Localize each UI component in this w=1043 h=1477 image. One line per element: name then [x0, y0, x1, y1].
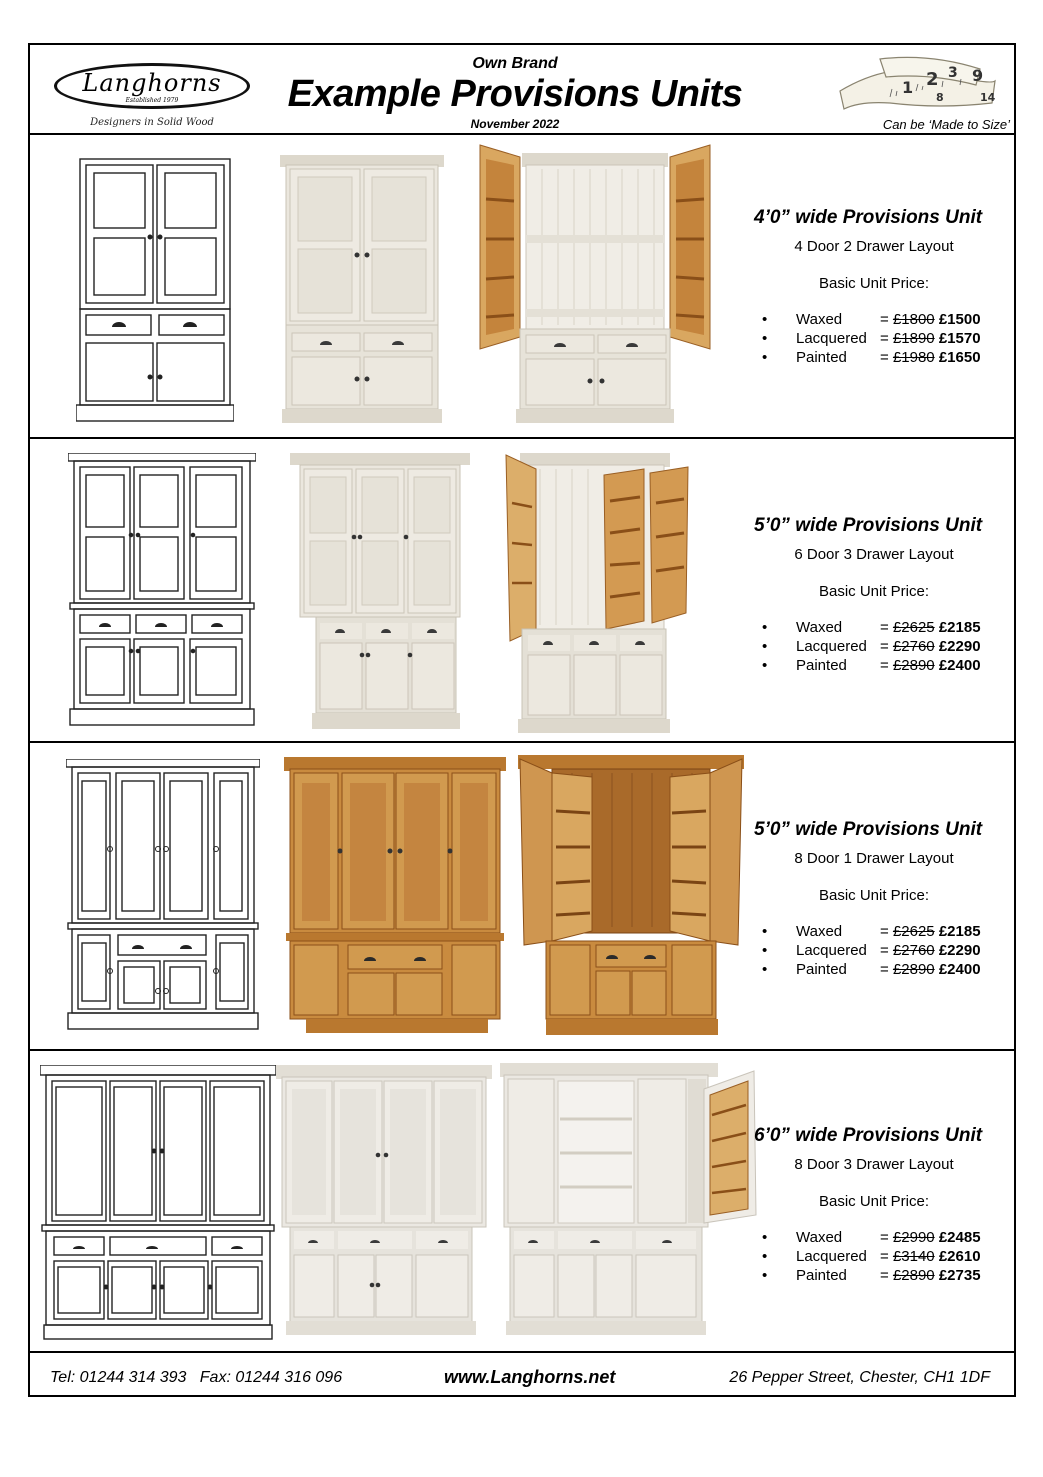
- photo-painted-closed[interactable]: [276, 1065, 492, 1335]
- page-frame: [28, 43, 1016, 1397]
- price-item: • Lacquered = £2760 £2290: [762, 638, 981, 655]
- price-list: [754, 311, 1014, 368]
- finish-name: Waxed: [796, 311, 843, 328]
- footer: [30, 1355, 1014, 1395]
- price-list: [754, 1229, 1014, 1286]
- price-list: [754, 619, 1014, 676]
- page-title: Example Provisions Units: [287, 73, 743, 115]
- line-drawing-8-door[interactable]: [66, 759, 260, 1033]
- own-brand-label: Own Brand: [472, 55, 558, 72]
- new-price: £1500: [938, 311, 981, 328]
- website-link[interactable]: www.Langhorns.net: [444, 1367, 616, 1387]
- basic-price-label: Basic Unit Price:: [818, 887, 930, 904]
- old-price: £2760: [892, 638, 935, 655]
- price-item: • Waxed = £2990 £2485: [762, 1229, 981, 1246]
- price-item: • Lacquered = £1890 £1570: [762, 330, 981, 347]
- old-price: £2890: [892, 1267, 935, 1284]
- finish-name: Painted: [796, 1267, 847, 1284]
- old-price: £3140: [892, 1248, 935, 1265]
- product-layout: 6 Door 3 Drawer Layout: [794, 546, 954, 563]
- date-label: November 2022: [470, 117, 560, 131]
- svg-text:2: 2: [926, 69, 939, 90]
- product-title: 5’0” wide Provisions Unit: [754, 819, 983, 840]
- svg-text:3: 3: [948, 65, 958, 81]
- old-price: £2625: [892, 923, 935, 940]
- product-info: [754, 207, 1014, 368]
- finish-name: Painted: [796, 657, 847, 674]
- new-price: £2610: [938, 1248, 981, 1265]
- made-to-size-label: Can be ‘Made to Size’: [882, 117, 1010, 132]
- product-info: [754, 1125, 1014, 1286]
- logo-tagline: Designers in Solid Wood: [90, 117, 214, 128]
- old-price: £2890: [892, 657, 935, 674]
- basic-price-label: Basic Unit Price:: [818, 1193, 930, 1210]
- fax-number: Fax: 01244 316 096: [199, 1369, 343, 1386]
- price-item: • Painted = £2890 £2400: [762, 657, 981, 674]
- product-row-3: [30, 743, 1014, 1047]
- phone-number[interactable]: Tel: 01244 314 393: [50, 1369, 187, 1386]
- basic-price-label: Basic Unit Price:: [818, 275, 930, 292]
- new-price: £2290: [938, 638, 981, 655]
- price-item: • Waxed = £2625 £2185: [762, 923, 981, 940]
- tape-measure-icon: [830, 51, 1000, 113]
- photo-painted-open[interactable]: [500, 453, 696, 733]
- old-price: £1890: [892, 330, 935, 347]
- finish-name: Lacquered: [796, 1248, 867, 1265]
- finish-name: Waxed: [796, 1229, 843, 1246]
- price-item: • Waxed = £1800 £1500: [762, 311, 981, 328]
- new-price: £2290: [938, 942, 981, 959]
- price-item: • Painted = £2890 £2735: [762, 1267, 981, 1284]
- price-item: • Painted = £1980 £1650: [762, 349, 981, 366]
- photo-painted-open[interactable]: [476, 139, 714, 423]
- product-layout: 8 Door 3 Drawer Layout: [794, 1156, 954, 1173]
- price-list: [754, 923, 1014, 980]
- product-row-2: [30, 439, 1014, 739]
- product-title: 6’0” wide Provisions Unit: [754, 1125, 983, 1146]
- svg-text:14: 14: [980, 91, 996, 104]
- line-drawing-4-door[interactable]: [76, 155, 234, 425]
- finish-name: Painted: [796, 961, 847, 978]
- line-drawing-6-door[interactable]: [68, 453, 256, 727]
- photo-painted-closed[interactable]: [290, 453, 470, 729]
- new-price: £1650: [938, 349, 981, 366]
- contact-phone-fax: [50, 1369, 342, 1387]
- logo-text: Langhorns: [82, 69, 222, 97]
- svg-text:1: 1: [902, 78, 914, 97]
- new-price: £2185: [938, 619, 981, 636]
- new-price: £2400: [938, 961, 981, 978]
- logo-established: Established 1979: [125, 97, 179, 104]
- price-item: • Lacquered = £2760 £2290: [762, 942, 981, 959]
- product-title: 4’0” wide Provisions Unit: [754, 207, 983, 228]
- svg-text:9: 9: [972, 66, 984, 85]
- product-layout: 4 Door 2 Drawer Layout: [794, 238, 954, 255]
- new-price: £2485: [938, 1229, 981, 1246]
- old-price: £2990: [892, 1229, 935, 1246]
- new-price: £2185: [938, 923, 981, 940]
- finish-name: Painted: [796, 349, 847, 366]
- price-item: • Lacquered = £3140 £2610: [762, 1248, 981, 1265]
- old-price: £2625: [892, 619, 935, 636]
- finish-name: Waxed: [796, 923, 843, 940]
- finish-name: Lacquered: [796, 330, 867, 347]
- divider: [30, 1351, 1014, 1353]
- new-price: £2400: [938, 657, 981, 674]
- old-price: £1800: [892, 311, 935, 328]
- photo-painted-closed[interactable]: [280, 155, 444, 423]
- old-price: £1980: [892, 349, 935, 366]
- old-price: £2890: [892, 961, 935, 978]
- line-drawing-8-door-3-drawer[interactable]: [40, 1065, 276, 1341]
- finish-name: Lacquered: [796, 942, 867, 959]
- product-title: 5’0” wide Provisions Unit: [754, 515, 983, 536]
- product-info: [754, 515, 1014, 676]
- photo-painted-open[interactable]: [496, 1063, 762, 1335]
- svg-text:8: 8: [936, 91, 944, 104]
- finish-name: Waxed: [796, 619, 843, 636]
- product-row-1: [30, 135, 1014, 435]
- basic-price-label: Basic Unit Price:: [818, 583, 930, 600]
- photo-pine-open[interactable]: [516, 755, 746, 1035]
- price-item: • Waxed = £2625 £2185: [762, 619, 981, 636]
- product-layout: 8 Door 1 Drawer Layout: [794, 850, 954, 867]
- langhorns-logo[interactable]: [54, 59, 254, 129]
- product-row-4: [30, 1051, 1014, 1349]
- product-info: [754, 819, 1014, 980]
- new-price: £1570: [938, 330, 981, 347]
- old-price: £2760: [892, 942, 935, 959]
- address: 26 Pepper Street, Chester, CH1 1DF: [729, 1369, 990, 1386]
- price-item: • Painted = £2890 £2400: [762, 961, 981, 978]
- photo-pine-closed[interactable]: [284, 757, 506, 1033]
- finish-name: Lacquered: [796, 638, 867, 655]
- new-price: £2735: [938, 1267, 981, 1284]
